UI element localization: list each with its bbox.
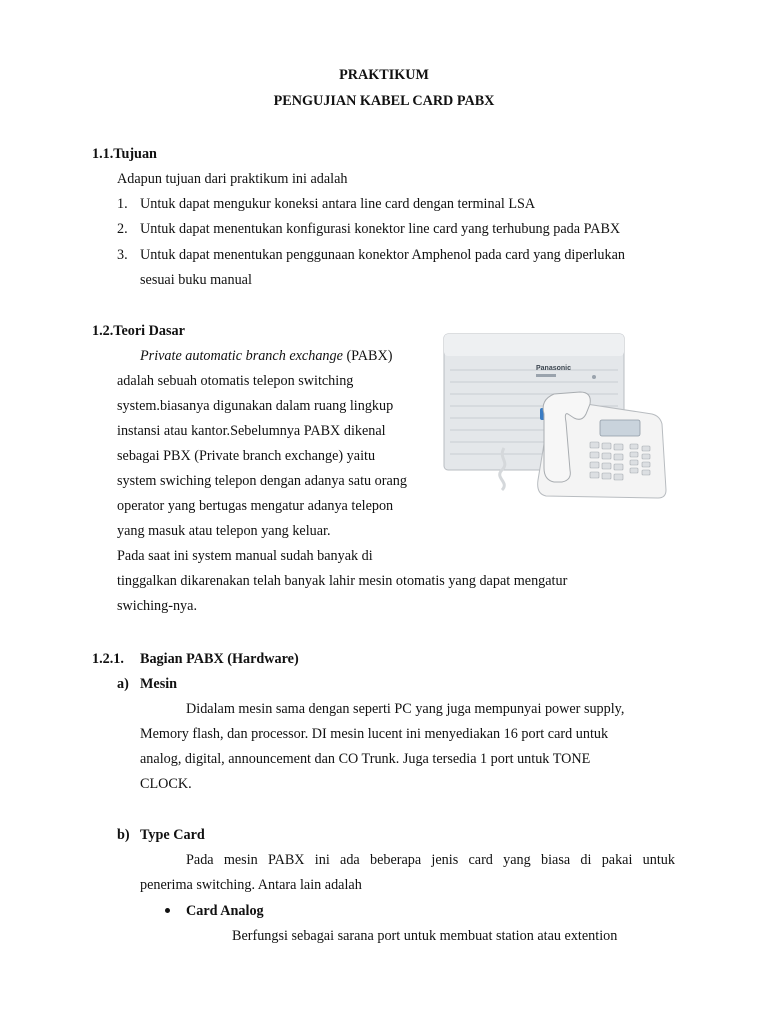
teori-first-line-rest: (PABX) [342, 348, 393, 364]
brand-label: Panasonic [536, 365, 572, 372]
section-heading-tujuan: 1.1.Tujuan [92, 146, 157, 162]
list-item: Untuk dapat menentukan penggunaan konektor Amphenol pada card yang diperlukan [140, 247, 625, 263]
paragraph-line: CLOCK. [140, 776, 192, 792]
paragraph-line: Pada saat ini system manual sudah banyak di [117, 548, 373, 564]
paragraph-line: adalah sebuah otomatis telepon switching [117, 373, 354, 389]
document-title: PRAKTIKUM [339, 67, 429, 83]
item-label: b) [117, 827, 130, 843]
paragraph-line: operator yang bertugas mengatur adanya telepon [117, 498, 394, 514]
subsection-number: 1.2.1. [92, 651, 124, 667]
list-number: 1. [117, 196, 128, 212]
subsection-heading: Bagian PABX (Hardware) [140, 651, 299, 667]
paragraph-line: Pada mesin PABX ini ada beberapa jenis card yang biasa di pakai untuk [186, 852, 675, 868]
bullet-icon [165, 908, 170, 913]
paragraph-line: tinggalkan dikarenakan telah banyak lahir mesin otomatis yang dapat mengatur [117, 573, 568, 589]
paragraph-line: instansi atau kantor.Sebelumnya PABX dikenal [117, 423, 386, 439]
item-title-type-card: Type Card [140, 827, 205, 843]
phone-display [600, 420, 640, 436]
paragraph-line: Memory flash, dan processor. DI mesin lucent ini menyediakan 16 port card untuk [140, 726, 609, 742]
paragraph-line: system swiching telepon dengan adanya satu orang [117, 473, 407, 489]
paragraph-line: yang masuk atau telepon yang keluar. [117, 523, 331, 539]
teori-first-line [140, 347, 392, 365]
paragraph-line: Berfungsi sebagai sarana port untuk membuat station atau extention [232, 928, 618, 944]
bullet-title-card-analog: Card Analog [186, 903, 264, 919]
list-item: Untuk dapat mengukur koneksi antara line card dengan terminal LSA [140, 196, 536, 212]
paragraph-line: analog, digital, announcement dan CO Trunk. Juga tersedia 1 port untuk TONE [140, 751, 591, 767]
list-number: 2. [117, 221, 128, 237]
paragraph-line: penerima switching. Antara lain adalah [140, 877, 362, 893]
document-subtitle: PENGUJIAN KABEL CARD PABX [273, 93, 495, 109]
section-heading-teori: 1.2.Teori Dasar [92, 323, 185, 339]
pabx-device-image [440, 330, 680, 500]
item-label: a) [117, 676, 129, 692]
list-item-continuation: sesuai buku manual [140, 272, 252, 288]
list-item: Untuk dapat menentukan konfigurasi konektor line card yang terhubung pada PABX [140, 221, 621, 237]
tujuan-intro: Adapun tujuan dari praktikum ini adalah [117, 171, 348, 187]
list-number: 3. [117, 247, 128, 263]
paragraph-line: system.biasanya digunakan dalam ruang lingkup [117, 398, 394, 414]
paragraph-line: Didalam mesin sama dengan seperti PC yang juga mempunyai power supply, [186, 701, 625, 717]
paragraph-line: swiching-nya. [117, 598, 197, 614]
paragraph-line: sebagai PBX (Private branch exchange) yaitu [117, 448, 376, 464]
item-title-mesin: Mesin [140, 676, 178, 692]
telephone [538, 392, 666, 498]
teori-italic-term: Private automatic branch exchange [140, 348, 343, 364]
